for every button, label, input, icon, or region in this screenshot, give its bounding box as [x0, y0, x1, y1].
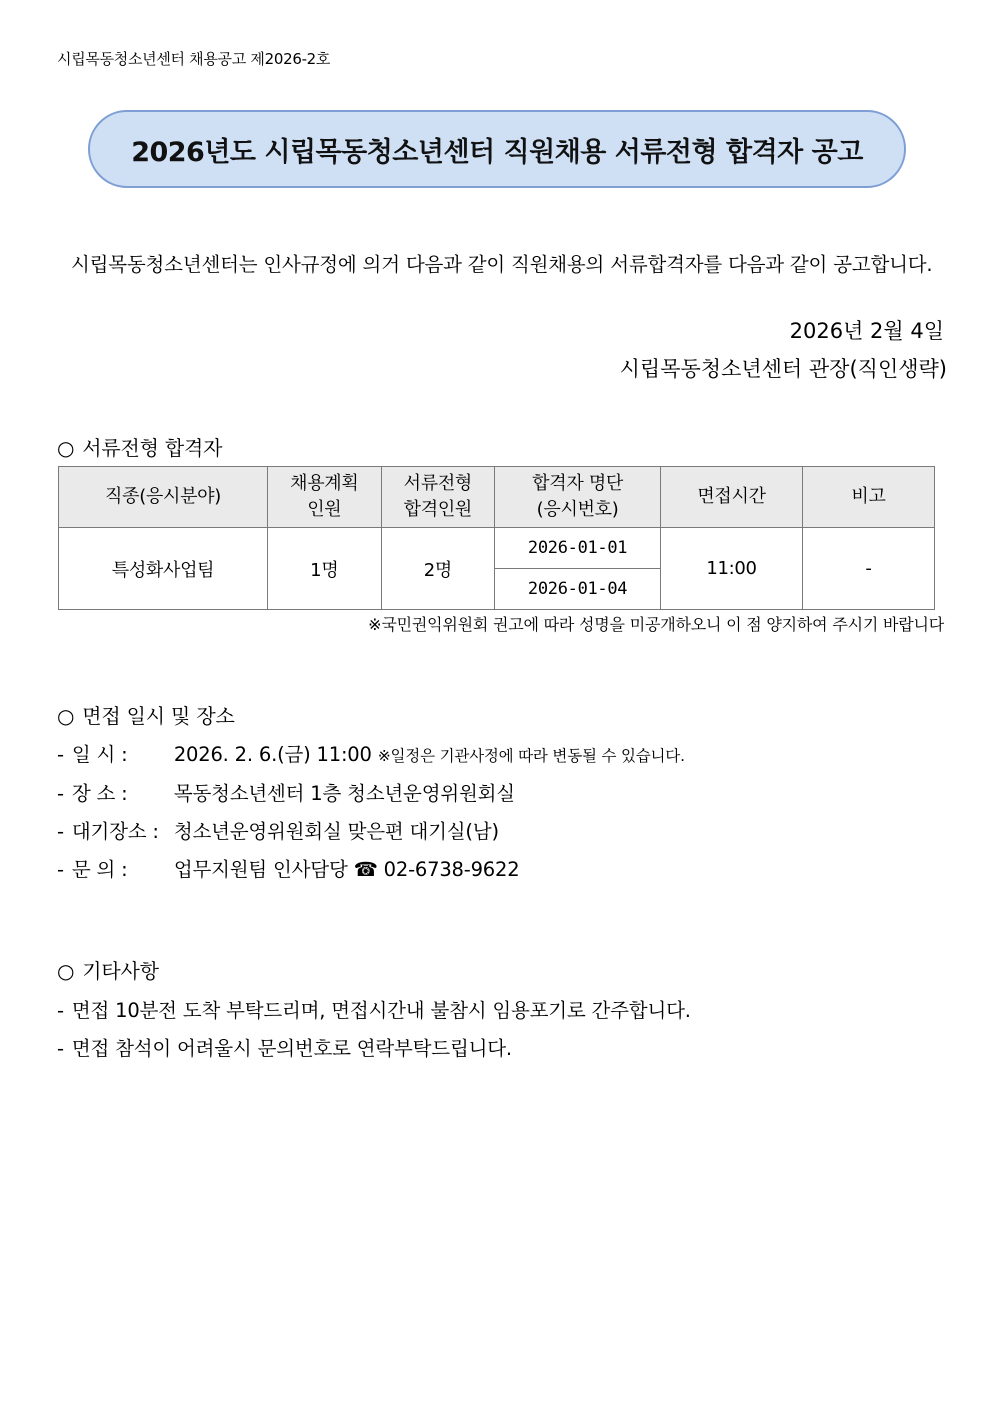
th-applicants: [495, 467, 661, 528]
section-heading-other: [57, 955, 159, 984]
item-value: 청소년운영위원회실 맞은편 대기실(남): [173, 820, 499, 843]
item-value: 업무지원팀 인사담당 ☎ 02-6738-9622: [173, 858, 520, 881]
th-applicants-l1: 합격자 명단: [532, 473, 624, 494]
cell-plan-count: 1명: [268, 528, 382, 610]
dash-marker: -: [57, 782, 64, 805]
th-pass: [381, 467, 495, 528]
interview-details-list: [57, 736, 947, 889]
item-value: 2026. 2. 6.(금) 11:00: [173, 743, 372, 766]
table-body: [59, 528, 935, 610]
bullet-circle-icon: ○: [57, 704, 75, 728]
cell-interview-time: 11:00: [661, 528, 803, 610]
list-item: [57, 813, 947, 851]
intro-paragraph: 시립목동청소년센터는 인사규정에 의거 다음과 같이 직원채용의 서류합격자를 다음과 같이 공고합니다.: [71, 253, 933, 276]
th-applicants-l2: (응시번호): [536, 499, 619, 520]
th-plan-l1: 채용계획: [290, 473, 359, 494]
list-item: [57, 1030, 947, 1068]
announcement-date: 2026년 2월 4일: [789, 319, 944, 343]
item-note: ※일정은 기관사정에 따라 변동될 수 있습니다.: [377, 747, 685, 765]
page-title: 2026년도 시립목동청소년센터 직원채용 서류전형 합격자 공고: [131, 136, 863, 168]
th-plan-l2: 인원: [307, 499, 342, 520]
th-interview-time: [661, 467, 803, 528]
section-heading-passers: [57, 432, 222, 461]
item-text: 면접 10분전 도착 부탁드리며, 면접시간내 불참시 임용포기로 간주합니다.: [71, 999, 691, 1022]
cell-applicant-number: 2026-01-01: [495, 528, 661, 569]
list-item: [57, 851, 947, 889]
document-number: 시립목동청소년센터 채용공고 제2026-2호: [57, 50, 331, 68]
list-item: [57, 992, 947, 1030]
list-item: [57, 775, 947, 813]
th-pass-l2: 합격인원: [403, 499, 473, 520]
table-footnote: ※국민권익위원회 권고에 따라 성명을 미공개하오니 이 점 양지하여 주시기 바랍니다: [368, 615, 944, 634]
dash-marker: -: [57, 820, 64, 843]
list-item: [57, 736, 947, 775]
section1-heading-label: 서류전형 합격자: [82, 436, 223, 460]
title-banner-box: [88, 110, 906, 188]
bullet-circle-icon: ○: [57, 959, 75, 983]
dash-marker: -: [57, 743, 64, 766]
section3-heading-label: 기타사항: [82, 959, 159, 983]
item-label: 장 소 :: [71, 782, 128, 805]
table-header-row: [59, 467, 935, 528]
item-label: 일 시 :: [71, 743, 128, 766]
item-label: 문 의 :: [71, 858, 128, 881]
cell-pass-count: 2명: [381, 528, 495, 610]
th-plan: [268, 467, 382, 528]
th-job: [59, 467, 268, 528]
table-header: [59, 467, 935, 528]
item-label: 대기장소 :: [71, 820, 159, 843]
passers-table: [58, 466, 935, 610]
other-notes-list: [57, 992, 947, 1068]
th-note-label: 비고: [851, 486, 886, 507]
table-row: [59, 528, 935, 569]
cell-note: -: [802, 528, 934, 610]
section-heading-interview: [57, 700, 235, 729]
issuing-organization: 시립목동청소년센터 관장(직인생략): [619, 357, 947, 381]
title-banner: [88, 110, 906, 188]
dash-marker: -: [57, 858, 64, 881]
cell-job: 특성화사업팀: [59, 528, 268, 610]
cell-applicant-number: 2026-01-04: [495, 569, 661, 610]
bullet-circle-icon: ○: [57, 436, 75, 460]
dash-marker: -: [57, 1037, 64, 1060]
item-value: 목동청소년센터 1층 청소년운영위원회실: [173, 782, 515, 805]
th-job-label: 직종(응시분야): [105, 486, 221, 507]
item-text: 면접 참석이 어려울시 문의번호로 연락부탁드립니다.: [71, 1037, 512, 1060]
dash-marker: -: [57, 999, 64, 1022]
th-interview-time-label: 면접시간: [697, 486, 766, 507]
section2-heading-label: 면접 일시 및 장소: [82, 704, 235, 728]
th-note: [802, 467, 934, 528]
th-pass-l1: 서류전형: [403, 473, 473, 494]
